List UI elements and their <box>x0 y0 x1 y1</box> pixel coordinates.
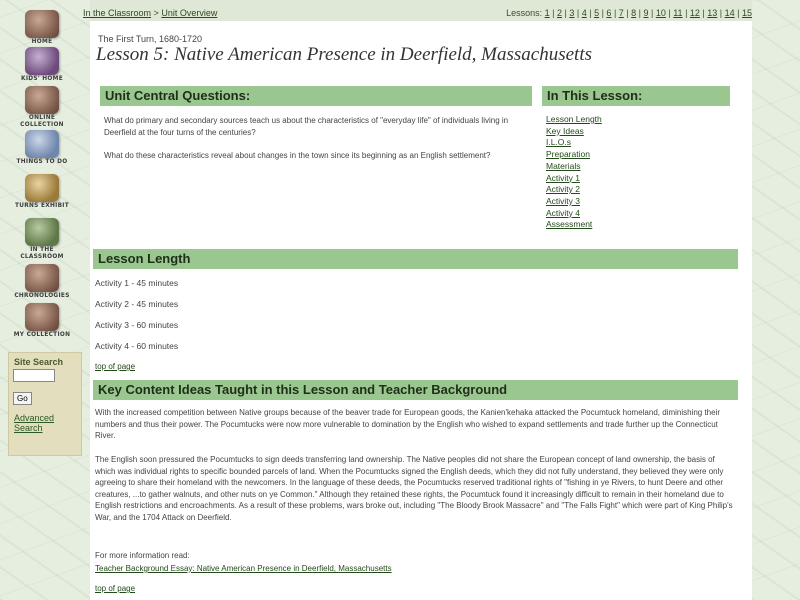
kids-icon <box>25 47 59 75</box>
lesson-length-heading: Lesson Length <box>93 249 738 269</box>
lesson-link-2[interactable]: 2 <box>556 8 562 18</box>
central-question-2: What do these characteristics reveal about changes in the town since its beginning as an English settlement? <box>104 151 491 160</box>
lesson-link-10[interactable]: 10 <box>655 8 666 18</box>
main-content <box>90 21 752 600</box>
lesson-length-item: Activity 1 - 45 minutes <box>95 278 179 288</box>
basket-icon <box>25 174 59 202</box>
lesson-link-14[interactable]: 14 <box>724 8 735 18</box>
nav-label: THINGS TO DO <box>16 159 68 165</box>
nav-label: ONLINE COLLECTION <box>20 115 64 128</box>
in-this-lesson-heading: In This Lesson: <box>542 86 730 106</box>
background-essay-link[interactable]: Teacher Background Essay: Native American Presence in Deerfield, Massachusetts <box>95 564 392 573</box>
link-ilos[interactable]: I.L.O.s <box>546 137 572 148</box>
in-this-lesson-links <box>546 114 602 231</box>
more-info-label: For more information read: <box>95 551 190 560</box>
nav-online-collection[interactable] <box>8 86 76 129</box>
nav-turns-exhibit[interactable] <box>8 174 76 210</box>
lesson-link-8[interactable]: 8 <box>631 8 637 18</box>
link-preparation[interactable]: Preparation <box>546 149 590 160</box>
nav-label: CHRONOLOGIES <box>14 293 70 299</box>
search-input[interactable] <box>13 369 55 382</box>
nav-label: KIDS' HOME <box>21 76 63 82</box>
nav-in-the-classroom[interactable] <box>8 218 76 261</box>
link-assessment[interactable]: Assessment <box>546 219 593 230</box>
advanced-search-link[interactable]: Advanced Search <box>14 413 55 433</box>
link-lesson-length[interactable]: Lesson Length <box>546 114 602 124</box>
house-icon <box>25 10 59 38</box>
central-question-1: What do primary and secondary sources teach us about the characteristics of "everyday life" of individuals living in Deerfield at the four turns of the centuries? <box>104 116 509 137</box>
breadcrumb <box>83 8 217 18</box>
lesson-length-item: Activity 3 - 60 minutes <box>95 320 179 330</box>
key-content-paragraph-2: The English soon pressured the Pocumtucks to sign deeds transferring land ownership. The Native peoples did not share the European concept of land ownership, the basis of which was individual rights to specific bounded parcels of land. When the Pocumtucks signed the English deeds, which they did not fully understand, they believed they were only agreeing to share their homeland with the newcomers. In the language of these deeds, the Pocumtucks reserved traditional rights of "fishing in ye Rivers, to hunt Deere and other creatures, ...to gather walnuts, and other nuts on ye Common." Although they retained these rights, the Pocumtuck found it increasingly difficult to remain in their homeland due to English restrictions and encroachments. As a result of these problems, wars broke out, including "The Bloody Brook Massacre" and "The Falls Fight" which were part of King Philip's War, and the 1704 Attack on Deerfield. <box>95 455 733 522</box>
coin-icon <box>25 264 59 292</box>
box-icon <box>25 303 59 331</box>
nav-kids-home[interactable] <box>8 47 76 83</box>
top-of-page-link[interactable]: top of page <box>95 362 136 371</box>
breadcrumb-separator: > <box>153 8 159 18</box>
breadcrumb-classroom[interactable]: In the Classroom <box>83 8 152 18</box>
nav-label: TURNS EXHIBIT <box>14 203 70 209</box>
turn-subtitle: The First Turn, 1680-1720 <box>98 34 203 44</box>
link-activity-1[interactable]: Activity 1 <box>546 172 581 183</box>
page-title: Lesson 5: Native American Presence in Deerfield, Massachusetts <box>96 44 593 65</box>
nav-label: MY COLLECTION <box>13 332 71 338</box>
lesson-link-1[interactable]: 1 <box>544 8 550 18</box>
link-activity-3[interactable]: Activity 3 <box>546 195 581 206</box>
go-button[interactable]: Go <box>13 392 32 405</box>
lesson-link-13[interactable]: 13 <box>707 8 718 18</box>
nav-home[interactable] <box>8 10 76 46</box>
lesson-link-11[interactable]: 11 <box>673 8 683 18</box>
link-activity-2[interactable]: Activity 2 <box>546 184 581 195</box>
lesson-link-5[interactable]: 5 <box>594 8 600 18</box>
site-search-title: Site Search <box>14 357 64 367</box>
site-search-box <box>8 352 82 456</box>
quill-icon <box>25 218 59 246</box>
nav-chronologies[interactable] <box>8 264 76 300</box>
central-questions-heading: Unit Central Questions: <box>100 86 532 106</box>
nav-label: IN THE CLASSROOM <box>20 247 64 260</box>
lessons-label: Lessons: <box>506 8 543 18</box>
lesson-link-7[interactable]: 7 <box>618 8 624 18</box>
nav-things-to-do[interactable] <box>8 130 76 166</box>
lesson-link-12[interactable]: 12 <box>689 8 700 18</box>
link-key-ideas[interactable]: Key Ideas <box>546 125 584 136</box>
lessons-nav: Lessons: 1 | 2 | 3 | 4 | 5 | 6 | 7 | 8 | 9 | 10 | 11 | 12 | 13 | 14 | 15 <box>506 8 752 18</box>
nav-my-collection[interactable] <box>8 303 76 339</box>
clock-icon <box>25 130 59 158</box>
key-content-paragraph-1: With the increased competition between Native groups because of the beaver trade for European goods, the Kanien'kehaka attacked the Pocumtuck homeland, diminishing their numbers and thus their power. The Pocumtucks were now more vulnerable to domination by the English who wished to expand settlements and trade further up the Connecticut River. <box>95 408 721 440</box>
lesson-link-4[interactable]: 4 <box>581 8 587 18</box>
link-materials[interactable]: Materials <box>546 160 581 171</box>
key-content-heading: Key Content Ideas Taught in this Lesson and Teacher Background <box>93 380 738 400</box>
lesson-length-item: Activity 4 - 60 minutes <box>95 341 179 351</box>
lesson-link-15[interactable]: 15 <box>741 8 752 18</box>
lesson-link-6[interactable]: 6 <box>606 8 612 18</box>
top-of-page-link[interactable]: top of page <box>95 584 136 593</box>
link-activity-4[interactable]: Activity 4 <box>546 207 581 218</box>
lesson-link-9[interactable]: 9 <box>643 8 649 18</box>
hats-icon <box>25 86 59 114</box>
breadcrumb-unit-overview[interactable]: Unit Overview <box>161 8 218 18</box>
nav-label: HOME <box>31 39 53 45</box>
right-background <box>752 0 800 600</box>
lesson-length-item: Activity 2 - 45 minutes <box>95 299 179 309</box>
lesson-link-3[interactable]: 3 <box>569 8 575 18</box>
